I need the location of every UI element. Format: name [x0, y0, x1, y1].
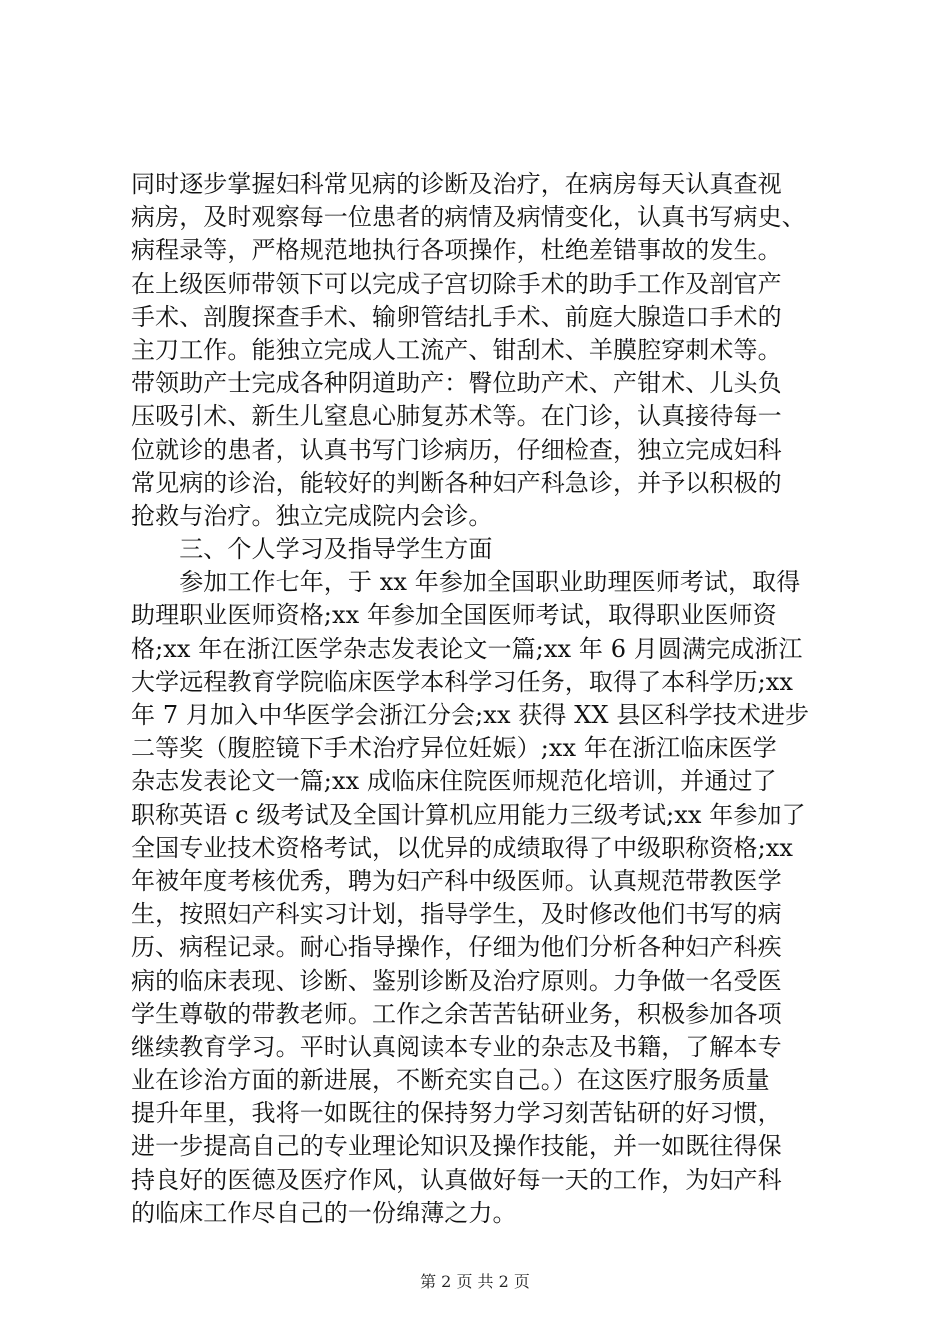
text-line: 继续教育学习。平时认真阅读本专业的杂志及书籍，了解本专: [131, 1032, 782, 1061]
text-line: 学生尊敬的带教老师。工作之余苦苦钻研业务，积极参加各项: [131, 999, 782, 1028]
text-line: 持良好的医德及医疗作风，认真做好每一天的工作，为妇产科: [131, 1165, 782, 1194]
text-line: 带领助产士完成各种阴道助产：臀位助产术、产钳术、儿头负: [131, 369, 782, 398]
text-line: 抢救与治疗。独立完成院内会诊。: [131, 501, 493, 530]
section-heading: 三、个人学习及指导学生方面: [131, 535, 493, 564]
text-line: 病的临床表现、诊断、鉴别诊断及治疗原则。力争做一名受医: [131, 966, 782, 995]
text-line: 病房，及时观察每一位患者的病情及病情变化，认真书写病史、: [131, 203, 806, 232]
text-line: 年被年度考核优秀，聘为妇产科中级医师。认真规范带教医学: [131, 866, 782, 895]
page-number-label: 第 2 页 共 2 页: [420, 1272, 530, 1291]
text-line: 年 7 月加入中华医学会浙江分会;xx 获得 XX 县区科学技术进步: [131, 701, 810, 729]
text-line: 参加工作七年，于 xx 年参加全国职业助理医师考试，取得: [131, 568, 801, 597]
text-line: 的临床工作尽自己的一份绵薄之力。: [131, 1198, 517, 1227]
text-line: 全国专业技术资格考试，以优异的成绩取得了中级职称资格;xx: [131, 833, 794, 862]
text-line: 在上级医师带领下可以完成子宫切除手术的助手工作及剖官产: [131, 269, 782, 298]
text-line: 压吸引术、新生儿窒息心肺复苏术等。在门诊，认真接待每一: [131, 402, 782, 431]
text-line: 同时逐步掌握妇科常见病的诊断及治疗，在病房每天认真查视: [131, 170, 782, 198]
text-line: 位就诊的患者，认真书写门诊病历，仔细检查，独立完成妇科: [131, 435, 782, 464]
text-line: 进一步提高自己的专业理论知识及操作技能，并一如既往得保: [131, 1132, 782, 1161]
text-line: 主刀工作。能独立完成人工流产、钳刮术、羊膜腔穿刺术等。: [131, 335, 782, 364]
text-line: 手术、剖腹探查手术、输卵管结扎手术、前庭大腺造口手术的: [131, 302, 782, 331]
text-line: 格;xx 年在浙江医学杂志发表论文一篇;xx 年 6 月圆满完成浙江: [131, 634, 803, 663]
document-body: [131, 168, 831, 1230]
text-line: 助理职业医师资格;xx 年参加全国医师考试，取得职业医师资: [131, 601, 777, 630]
text-line: 职称英语 c 级考试及全国计算机应用能力三级考试;xx 年参加了: [131, 800, 806, 829]
page-footer: [0, 1272, 950, 1292]
text-line: 病程录等，严格规范地执行各项操作，杜绝差错事故的发生。: [131, 236, 782, 265]
text-line: 杂志发表论文一篇;xx 成临床住院医师规范化培训，并通过了: [131, 767, 777, 796]
text-line: 生，按照妇产科实习计划，指导学生，及时修改他们书写的病: [131, 900, 782, 929]
text-line: 历、病程记录。耐心指导操作，仔细为他们分析各种妇产科疾: [131, 933, 782, 962]
text-line: 大学远程教育学院临床医学本科学习任务，取得了本科学历;xx: [131, 667, 794, 696]
text-line: 常见病的诊治，能较好的判断各种妇产科急诊，并予以积极的: [131, 468, 782, 497]
text-line: 二等奖（腹腔镜下手术治疗异位妊娠）;xx 年在浙江临床医学: [131, 734, 777, 763]
text-line: 提升年里，我将一如既往的保持努力学习刻苦钻研的好习惯，: [131, 1099, 782, 1128]
text-line: 业在诊治方面的新进展，不断充实自己。）在这医疗服务质量: [131, 1066, 770, 1095]
